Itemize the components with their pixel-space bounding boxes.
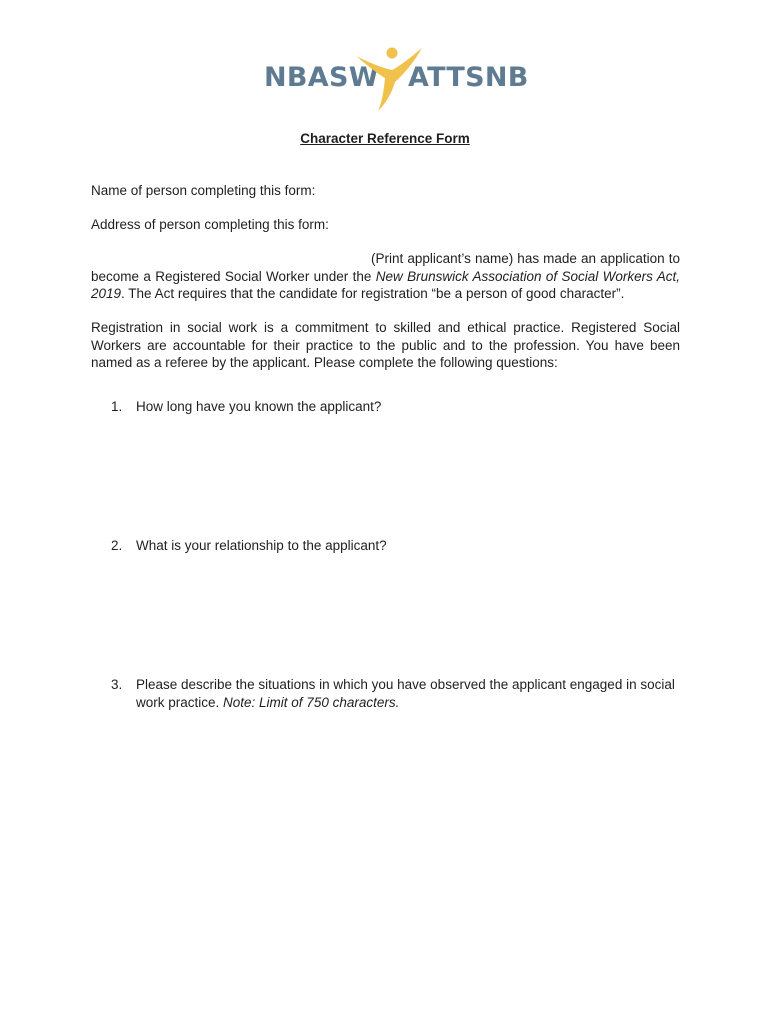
intro-paragraph: Registration in social work is a commitment to skilled and ethical practice. Registered Social Workers are accountable for their practice to the public and to the profession. You have been named as a referee by the applicant. Please complete the following questions: xyxy=(91,320,680,370)
act-name: New Brunswick Association of Social Workers Act, 2019 xyxy=(91,268,680,301)
question-number: 3. xyxy=(111,677,123,692)
question-text: What is your relationship to the applicant? xyxy=(136,538,387,553)
name-label: Name of person completing this form: xyxy=(91,183,316,198)
address-label: Address of person completing this form: xyxy=(91,217,329,232)
question-text: How long have you known the applicant? xyxy=(136,399,382,414)
question-number: 2. xyxy=(111,538,123,553)
question-item xyxy=(111,537,681,555)
form-title: Character Reference Form xyxy=(300,131,470,146)
organization-logo xyxy=(262,44,529,112)
applicant-sentence-end: . The Act requires that the candidate for registration “be a person of good character”. xyxy=(121,286,625,301)
question-item xyxy=(111,398,681,416)
question-number: 1. xyxy=(111,399,123,414)
question-note: Note: Limit of 750 characters. xyxy=(223,694,400,710)
logo-left-text: NBASW xyxy=(264,62,379,93)
applicant-sentence-start: (Print applicant’s name) has made an application to become a Registered Social Worker under the xyxy=(91,251,680,284)
applicant-paragraph xyxy=(91,250,680,303)
logo-right-text: ATTSNB xyxy=(408,62,529,93)
question-text: Please describe the situations in which you have observed the applicant engaged in social work practice. Note: Limit of 750 characters. xyxy=(136,677,675,710)
question-item xyxy=(111,676,681,711)
